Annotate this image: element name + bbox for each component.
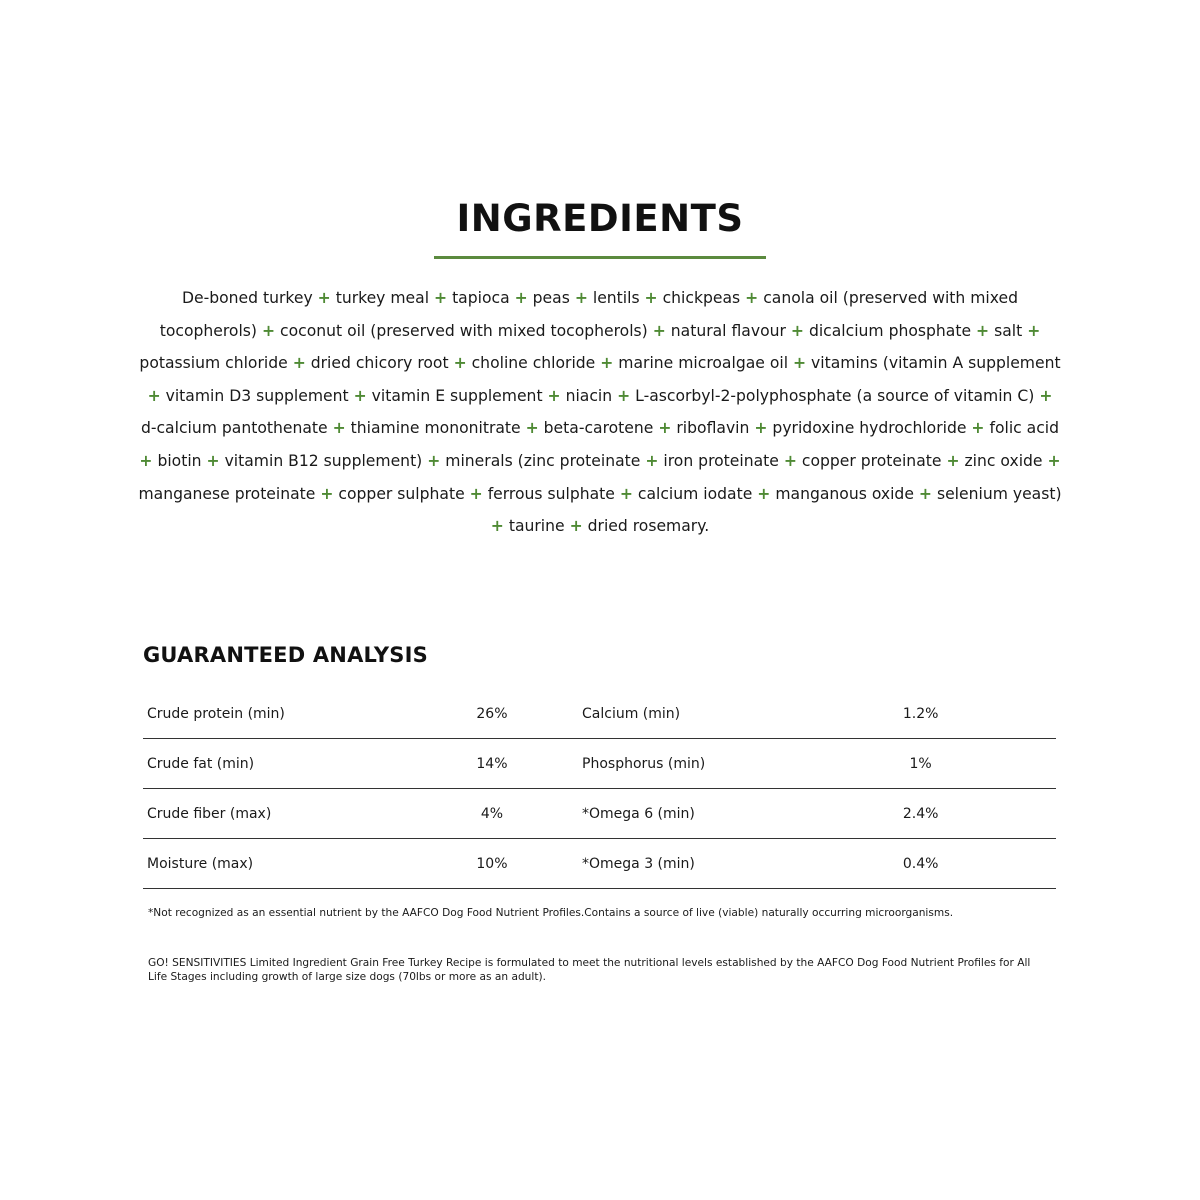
nutrient-label: Calcium (min): [582, 689, 881, 739]
ingredient-item: manganese proteinate: [138, 484, 316, 503]
plus-separator: +: [652, 321, 666, 340]
plus-separator: +: [745, 289, 759, 307]
plus-separator: +: [976, 321, 990, 340]
plus-separator: +: [971, 419, 985, 438]
ingredient-item: natural flavour: [670, 321, 786, 340]
nutrient-value: 1%: [881, 739, 961, 789]
plus-separator: +: [783, 451, 797, 470]
plus-separator: +: [320, 484, 334, 503]
table-row: [143, 839, 1056, 889]
plus-separator: +: [469, 484, 483, 503]
plus-separator: +: [292, 354, 306, 373]
plus-separator: +: [427, 451, 441, 470]
ingredient-item: vitamin D3 supplement: [165, 386, 349, 405]
plus-separator: +: [946, 451, 960, 470]
table-row: [143, 689, 1056, 739]
ingredient-item: ferrous sulphate: [487, 484, 615, 503]
plus-separator: +: [790, 321, 804, 340]
plus-separator: +: [644, 289, 658, 307]
ingredient-item: copper sulphate: [338, 484, 465, 503]
plus-separator: +: [147, 386, 161, 405]
plus-separator: +: [317, 289, 331, 307]
ingredient-item: dried chicory root: [310, 354, 449, 373]
omega-footnote: *Not recognized as an essential nutrient by the AAFCO Dog Food Nutrient Profiles.Contains a source of live (viable) naturally occurring microorganisms.: [148, 907, 954, 919]
ingredient-item: biotin: [157, 451, 202, 470]
ingredient-item: manganous oxide: [775, 484, 914, 503]
ingredient-item: zinc oxide: [964, 451, 1043, 470]
plus-separator: +: [754, 419, 768, 438]
nutrient-value: 14%: [446, 739, 539, 789]
plus-separator: +: [490, 517, 504, 536]
ingredient-item: vitamin E supplement: [371, 386, 543, 405]
guaranteed-analysis-table: [143, 689, 1056, 889]
nutrient-value: 4%: [446, 789, 539, 839]
table-row: [143, 739, 1056, 789]
ingredient-item: marine microalgae oil: [618, 354, 789, 373]
ingredient-item: taurine: [508, 517, 565, 536]
ingredients-list: [138, 282, 1062, 543]
ingredient-item: folic acid: [989, 419, 1060, 438]
nutrient-value: 26%: [446, 689, 539, 739]
plus-separator: +: [617, 386, 631, 405]
plus-separator: +: [574, 289, 588, 307]
ingredient-item: potassium chloride: [139, 354, 288, 373]
plus-separator: +: [645, 451, 659, 470]
plus-separator: +: [569, 517, 583, 536]
ingredient-item: canola oil (preserved with mixed tocopherols): [159, 289, 1019, 340]
ingredient-item: niacin: [565, 386, 613, 405]
plus-separator: +: [757, 484, 771, 503]
ingredients-title-underline: [434, 256, 766, 259]
ingredient-item: thiamine mononitrate: [350, 419, 521, 438]
table-row: [143, 789, 1056, 839]
ingredient-item: L-ascorbyl-2-polyphosphate (a source of vitamin C): [635, 386, 1035, 405]
nutrient-value: 2.4%: [881, 789, 961, 839]
plus-separator: +: [547, 386, 561, 405]
ingredient-item: dried rosemary.: [587, 517, 710, 536]
plus-separator: +: [139, 451, 153, 470]
nutrient-label: *Omega 3 (min): [582, 839, 881, 889]
aafco-statement: GO! SENSITIVITIES Limited Ingredient Grain Free Turkey Recipe is formulated to meet the nutritional levels established by the AAFCO Dog Food Nutrient Profiles for All Life Stages including growth of large size dogs (70lbs or more as an adult).: [148, 957, 1031, 983]
ingredient-item: selenium yeast): [936, 484, 1062, 503]
plus-separator: +: [261, 321, 276, 340]
ingredient-item: peas: [532, 289, 570, 307]
ingredient-item: turkey meal: [335, 289, 430, 307]
plus-separator: +: [514, 289, 528, 307]
ingredient-item: minerals (zinc proteinate: [445, 451, 641, 470]
plus-separator: +: [353, 386, 367, 405]
plus-separator: +: [658, 419, 672, 438]
ingredient-item: tapioca: [452, 289, 510, 307]
plus-separator: +: [619, 484, 633, 503]
plus-separator: +: [525, 419, 539, 438]
plus-separator: +: [1039, 386, 1053, 405]
ingredient-item: vitamin B12 supplement): [224, 451, 423, 470]
plus-separator: +: [453, 354, 467, 373]
plus-separator: +: [332, 419, 346, 438]
ingredient-item: riboflavin: [676, 419, 750, 438]
plus-separator: +: [434, 289, 448, 307]
ingredient-item: coconut oil (preserved with mixed tocopherols): [280, 321, 648, 340]
plus-separator: +: [918, 484, 932, 503]
ingredient-item: d-calcium pantothenate: [140, 419, 328, 438]
ingredient-item: beta-carotene: [543, 419, 654, 438]
nutrient-label: Crude protein (min): [143, 689, 446, 739]
nutrient-value: 0.4%: [881, 839, 961, 889]
nutrient-label: Crude fat (min): [143, 739, 446, 789]
nutrient-label: Phosphorus (min): [582, 739, 881, 789]
ingredient-item: salt: [994, 321, 1023, 340]
nutrient-label: *Omega 6 (min): [582, 789, 881, 839]
ingredient-item: vitamins (vitamin A supplement: [811, 354, 1061, 373]
plus-separator: +: [1047, 451, 1061, 470]
ingredient-item: calcium iodate: [637, 484, 753, 503]
ingredient-item: choline chloride: [471, 354, 596, 373]
ingredient-item: copper proteinate: [801, 451, 942, 470]
plus-separator: +: [793, 354, 807, 373]
ingredient-item: chickpeas: [662, 289, 741, 307]
plus-separator: +: [206, 451, 220, 470]
plus-separator: +: [600, 354, 614, 373]
nutrient-value: 10%: [446, 839, 539, 889]
nutrient-value: 1.2%: [881, 689, 961, 739]
nutrient-label: Crude fiber (max): [143, 789, 446, 839]
nutrient-label: Moisture (max): [143, 839, 446, 889]
ingredient-item: dicalcium phosphate: [808, 321, 972, 340]
ingredient-item: De-boned turkey: [181, 289, 313, 307]
plus-separator: +: [1027, 321, 1041, 340]
ingredient-item: pyridoxine hydrochloride: [772, 419, 967, 438]
ingredient-item: lentils: [592, 289, 640, 307]
ingredient-item: iron proteinate: [663, 451, 779, 470]
guaranteed-analysis-title: GUARANTEED ANALYSIS: [143, 643, 428, 667]
ingredients-title: INGREDIENTS: [456, 197, 744, 240]
